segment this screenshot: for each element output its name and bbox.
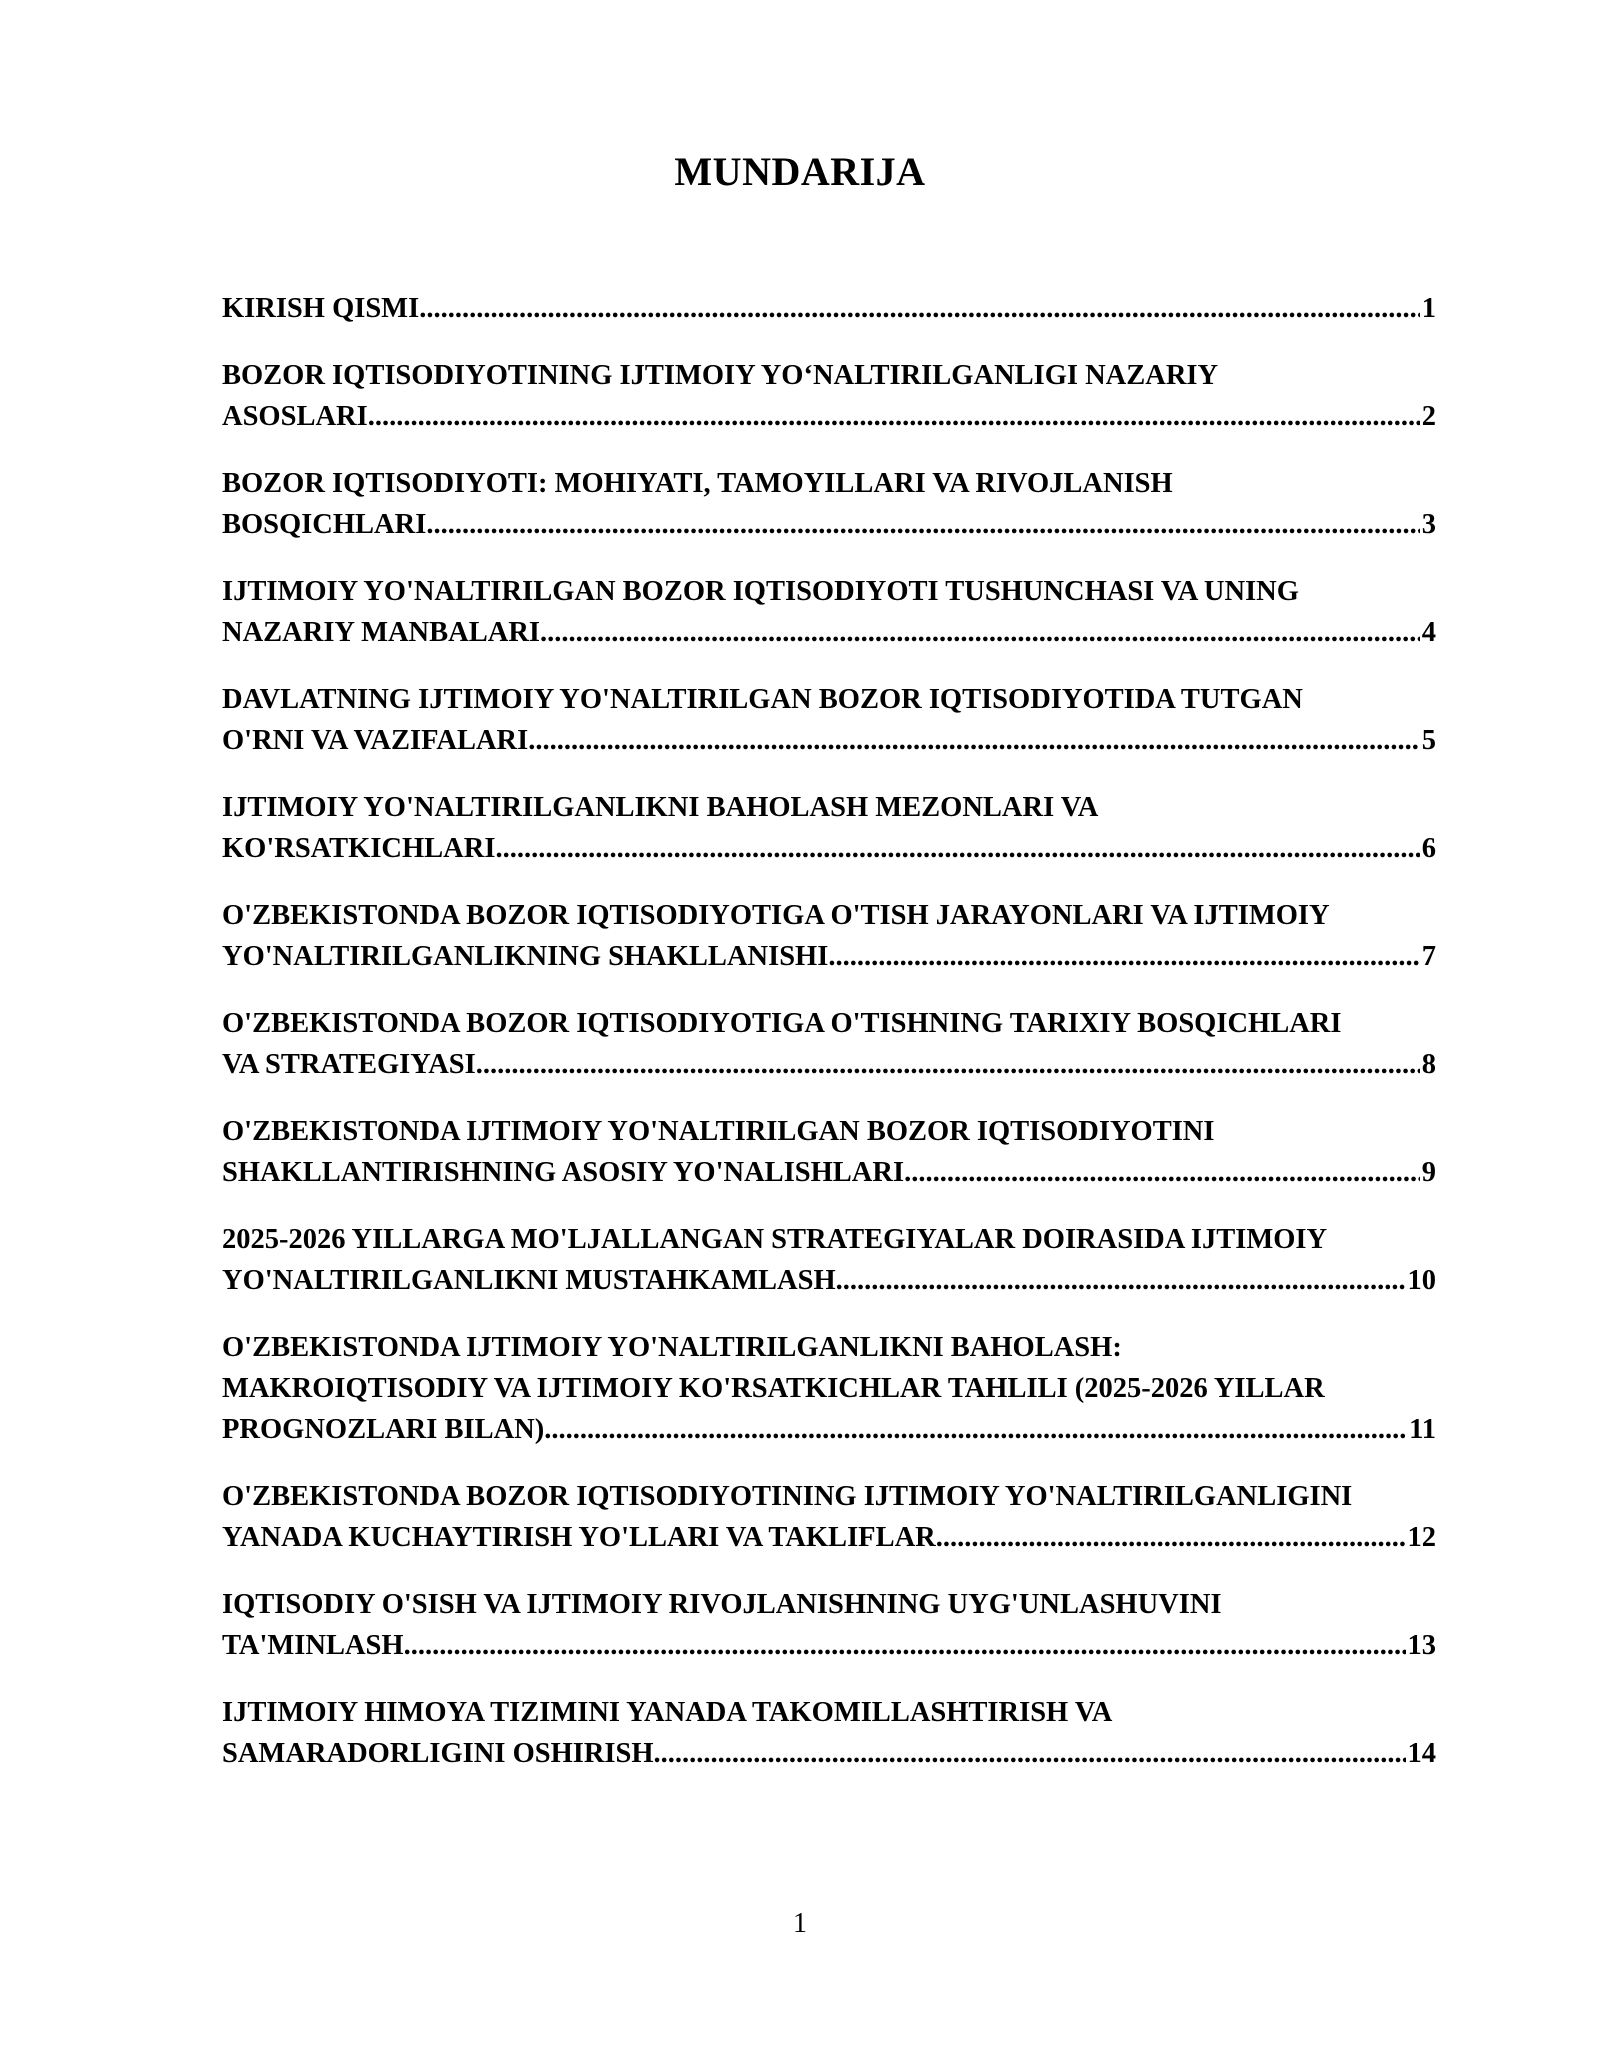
- toc-entry[interactable]: [222, 463, 1436, 545]
- toc-entry-title-line: O'ZBEKISTONDA BOZOR IQTISODIYOTIGA O'TISH JARAYONLARI VA IJTIMOIY: [222, 900, 1330, 931]
- toc-entry[interactable]: [222, 1219, 1436, 1301]
- toc-entry-last-line: [222, 1409, 1436, 1450]
- toc-entry-page-number: 14: [1407, 1738, 1436, 1769]
- toc-entry-title-line: O'ZBEKISTONDA IJTIMOIY YO'NALTIRILGANLIKNI BAHOLASH:: [222, 1332, 1122, 1363]
- page-title: MUNDARIJA: [674, 149, 926, 194]
- toc-entry-page-number: 6: [1421, 833, 1436, 864]
- toc-entry-title-line: 2025-2026 YILLARGA MO'LJALLANGAN STRATEGIYALAR DOIRASIDA IJTIMOIY: [222, 1224, 1328, 1255]
- toc-entry[interactable]: [222, 1003, 1436, 1085]
- dot-leader: [476, 1044, 1420, 1085]
- toc-entry[interactable]: [222, 355, 1436, 437]
- toc-entry-title-line: VA STRATEGIYASI: [222, 1049, 476, 1080]
- toc-entry-title-line: NAZARIY MANBALARI: [222, 617, 540, 648]
- toc-entry-title-line: TA'MINLASH: [222, 1630, 404, 1661]
- dot-leader: [836, 1260, 1406, 1301]
- dot-leader: [828, 936, 1419, 977]
- toc-entry-last-line: [222, 612, 1436, 653]
- toc-entry[interactable]: [222, 1692, 1436, 1774]
- toc-entry-last-line: [222, 1260, 1436, 1301]
- toc-entry-title-line: BOSQICHLARI: [222, 509, 427, 540]
- toc-entry-title-line: BOZOR IQTISODIYOTINING IJTIMOIY YO‘NALTIRILGANLIGI NAZARIY: [222, 360, 1219, 391]
- page-number: 1: [793, 1908, 807, 1939]
- dot-leader: [426, 504, 1419, 545]
- toc-entry-title-line: IJTIMOIY HIMOYA TIZIMINI YANADA TAKOMILLASHTIRISH VA: [222, 1697, 1113, 1728]
- toc-entry-title-line: SAMARADORLIGINI OSHIRISH: [222, 1738, 654, 1769]
- toc-entry-title-line: O'ZBEKISTONDA BOZOR IQTISODIYOTINING IJTIMOIY YO'NALTIRILGANLIGINI: [222, 1481, 1353, 1512]
- dot-leader: [654, 1733, 1406, 1774]
- toc-entry-last-line: [222, 828, 1436, 869]
- toc-entry-title-line: O'ZBEKISTONDA IJTIMOIY YO'NALTIRILGAN BOZOR IQTISODIYOTINI: [222, 1116, 1215, 1147]
- dot-leader: [419, 288, 1420, 329]
- toc-entry[interactable]: [222, 571, 1436, 653]
- toc-entry-page-number: 5: [1421, 725, 1436, 756]
- toc-entry-page-number: 10: [1407, 1265, 1436, 1296]
- toc-entry-last-line: [222, 1625, 1436, 1666]
- toc-entry-title-line: IQTISODIY O'SISH VA IJTIMOIY RIVOJLANISHNING UYG'UNLASHUVINI: [222, 1589, 1222, 1620]
- toc-entry-title-line: KIRISH QISMI: [222, 293, 420, 324]
- toc-entry-title-line: SHAKLLANTIRISHNING ASOSIY YO'NALISHLARI: [222, 1157, 905, 1188]
- toc-entry-last-line: [222, 396, 1436, 437]
- dot-leader: [540, 612, 1420, 653]
- toc-entry-title-line: ASOSLARI: [222, 401, 368, 432]
- toc-entry-page-number: 13: [1407, 1630, 1436, 1661]
- toc-entry-page-number: 2: [1421, 401, 1436, 432]
- toc-entry-title-line: KO'RSATKICHLARI: [222, 833, 496, 864]
- dot-leader: [404, 1625, 1406, 1666]
- dot-leader: [904, 1152, 1420, 1193]
- dot-leader: [528, 720, 1420, 761]
- toc-entry-title-line: BOZOR IQTISODIYOTI: MOHIYATI, TAMOYILLARI VA RIVOJLANISH: [222, 468, 1173, 499]
- dot-leader: [544, 1409, 1407, 1450]
- toc-entry[interactable]: [222, 288, 1436, 329]
- toc-entry-title-line: IJTIMOIY YO'NALTIRILGAN BOZOR IQTISODIYOTI TUSHUNCHASI VA UNING: [222, 576, 1299, 607]
- toc-entry[interactable]: [222, 1111, 1436, 1193]
- toc-entry-page-number: 7: [1421, 941, 1436, 972]
- toc-entry-page-number: 9: [1421, 1157, 1436, 1188]
- toc-entry-last-line: [222, 1152, 1436, 1193]
- toc-entry[interactable]: [222, 1584, 1436, 1666]
- dot-leader: [495, 828, 1419, 869]
- toc-entry-last-line: [222, 720, 1436, 761]
- toc-entry-last-line: [222, 1044, 1436, 1085]
- toc-entry-last-line: [222, 1517, 1436, 1558]
- toc-entry-title-line: DAVLATNING IJTIMOIY YO'NALTIRILGAN BOZOR IQTISODIYOTIDA TUTGAN: [222, 684, 1303, 715]
- dot-leader: [936, 1517, 1406, 1558]
- toc-entry-title-line: YO'NALTIRILGANLIKNI MUSTAHKAMLASH: [222, 1265, 836, 1296]
- table-of-contents: [222, 288, 1436, 1800]
- toc-entry-last-line: [222, 936, 1436, 977]
- toc-entry-title-line: O'ZBEKISTONDA BOZOR IQTISODIYOTIGA O'TISHNING TARIXIY BOSQICHLARI: [222, 1008, 1342, 1039]
- toc-entry-title-line: MAKROIQTISODIY VA IJTIMOIY KO'RSATKICHLAR TAHLILI (2025-2026 YILLAR: [222, 1373, 1325, 1404]
- toc-entry-page-number: 12: [1407, 1522, 1436, 1553]
- toc-entry[interactable]: [222, 679, 1436, 761]
- toc-entry-last-line: [222, 1733, 1436, 1774]
- toc-entry-last-line: [222, 288, 1436, 329]
- toc-entry-page-number: 8: [1421, 1049, 1436, 1080]
- toc-entry-title-line: IJTIMOIY YO'NALTIRILGANLIKNI BAHOLASH MEZONLARI VA: [222, 792, 1099, 823]
- toc-entry[interactable]: [222, 1476, 1436, 1558]
- toc-entry[interactable]: [222, 1327, 1436, 1450]
- toc-entry-last-line: [222, 504, 1436, 545]
- toc-entry-page-number: 3: [1421, 509, 1436, 540]
- toc-entry[interactable]: [222, 895, 1436, 977]
- toc-entry-page-number: 1: [1421, 293, 1436, 324]
- dot-leader: [368, 396, 1420, 437]
- toc-entry-page-number: 4: [1421, 617, 1436, 648]
- toc-entry-title-line: YANADA KUCHAYTIRISH YO'LLARI VA TAKLIFLAR: [222, 1522, 936, 1553]
- toc-entry-title-line: PROGNOZLARI BILAN): [222, 1414, 545, 1445]
- toc-entry-page-number: 11: [1409, 1414, 1436, 1445]
- toc-entry[interactable]: [222, 787, 1436, 869]
- toc-entry-title-line: O'RNI VA VAZIFALARI: [222, 725, 529, 756]
- toc-entry-title-line: YO'NALTIRILGANLIKNING SHAKLLANISHI: [222, 941, 829, 972]
